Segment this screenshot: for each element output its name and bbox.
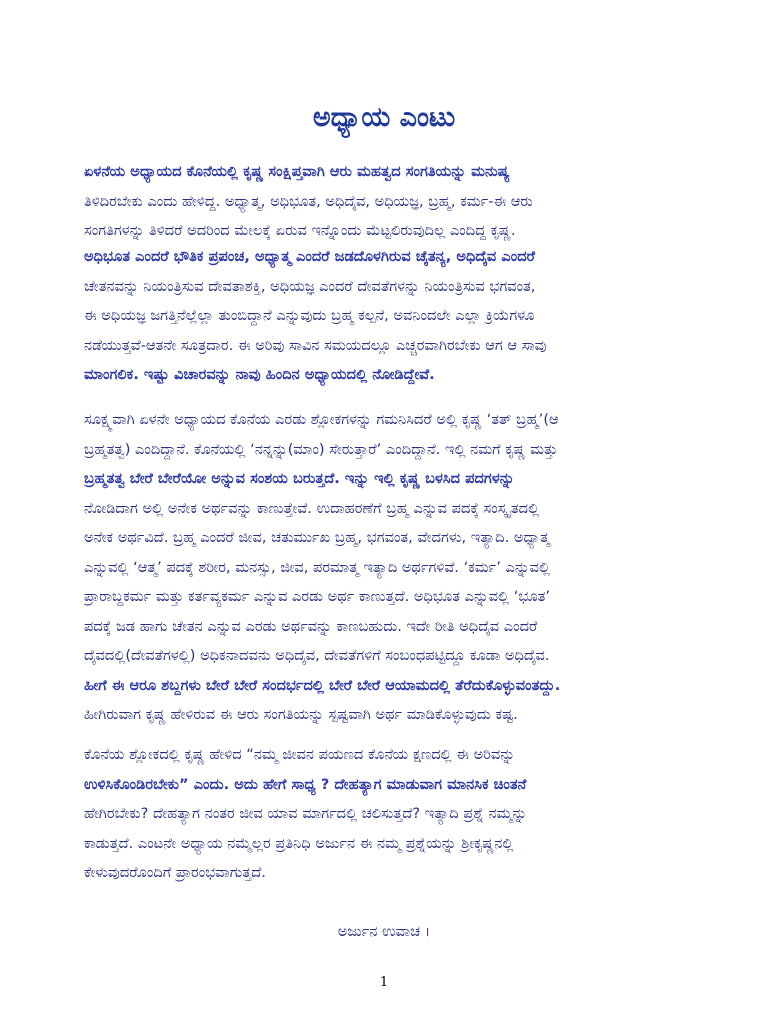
- verse-heading: ಅರ್ಜುನ ಉವಾಚ ।: [337, 923, 431, 940]
- text-line: ಉಳಿಸಿಕೊಂಡಿರಬೇಕು” ಎಂದು. ಅದು ಹೇಗೆ ಸಾಧ್ಯ ? ದೇಹತ್ಯಾಗ ಮಾಡುವಾಗ ಮಾನಸಿಕ ಚಿಂತನೆ: [84, 775, 527, 793]
- text-line: ಕಾಡುತ್ತದೆ. ಎಂಟನೇ ಅಧ್ಯಾಯ ನಮ್ಮೆಲ್ಲರ ಪ್ರತಿನಿಧಿ ಅರ್ಜುನ ಈ ನಮ್ಮ ಪ್ರಶ್ನೆಯನ್ನು ಶ್ರೀಕೃಷ್ಣನಲ್ಲಿ: [84, 834, 514, 852]
- text-line: ನಡೆಯುತ್ತವೆ-ಆತನೇ ಸೂತ್ರದಾರ. ಈ ಅರಿವು ಸಾವಿನ ಸಮಯದಲ್ಲೂ ಎಚ್ಚರವಾಗಿರಬೇಕು ಆಗ ಆ ಸಾವು: [84, 336, 547, 354]
- text-line: ತಿಳಿದಿರಬೇಕು ಎಂದು ಹೇಳಿದ್ದ. ಅಧ್ಯಾತ್ಮ, ಅಧಿಭೂತ, ಅಧಿದೈವ, ಅಧಿಯಜ್ಞ, ಬ್ರಹ್ಮ, ಕರ್ಮ-ಈ ಆರು: [84, 192, 533, 210]
- page-number: 1: [379, 975, 389, 990]
- text-line: ಈ ಅಧಿಯಜ್ಞ ಜಗತ್ತಿನೆಲ್ಲೆಲ್ಲಾ ತುಂಬಿದ್ದಾನೆ ಎನ್ನುವುದು ಬ್ರಹ್ಮ ಕಲ್ಪನೆ, ಅವನಿಂದಲೇ ಎಲ್ಲಾ ಕ್ರಿಯೆಗಳೂ: [84, 307, 535, 324]
- text-line: ಸೂಕ್ಷ್ಮವಾಗಿ ಏಳನೇ ಅಧ್ಯಾಯದ ಕೊನೆಯ ಎರಡು ಶ್ಲೋಕಗಳನ್ನು ಗಮನಿಸಿದರೆ ಅಲ್ಲಿ ಕೃಷ್ಣ ‘ತತ್ ಬ್ರಹ್ಮ’(ಆ: [84, 411, 559, 428]
- paragraph-2: [84, 242, 690, 390]
- text-line: ಮಾಂಗಲಿಕ. ಇಷ್ಟು ವಿಚಾರವನ್ನು ನಾವು ಹಿಂದಿನ ಅಧ್ಯಾಯದಲ್ಲಿ ನೋಡಿದ್ದೇವೆ.: [84, 366, 435, 383]
- text-line: ಪ್ರಾರಾಬ್ದಕರ್ಮ ಮತ್ತು ಕರ್ತವ್ಯಕರ್ಮ ಎನ್ನುವ ಎರಡು ಅರ್ಥ ಕಾಣುತ್ತದೆ. ಅಧಿಭೂತ ಎನ್ನುವಲ್ಲಿ ‘ಭೂತ’: [84, 588, 551, 605]
- text-line: ಚೇತನವನ್ನು ನಿಯಂತ್ರಿಸುವ ದೇವತಾಶಕ್ತಿ, ಅಧಿಯಜ್ಞ ಎಂದರೆ ದೇವತೆಗಳನ್ನು ನಿಯಂತ್ರಿಸುವ ಭಗವಂತ,: [84, 277, 536, 295]
- text-line: ಕೇಳುವುದರೊಂದಿಗೆ ಪ್ರಾರಂಭವಾಗುತ್ತದೆ.: [84, 864, 266, 881]
- text-line: ಬ್ರಹ್ಮತತ್ವ ಬೇರೆ ಬೇರೆಯೋ ಅನ್ನುವ ಸಂಶಯ ಬರುತ್ತದೆ. ಇನ್ನು ಇಲ್ಲಿ ಕೃಷ್ಣ ಬಳಸಿದ ಪದಗಳನ್ನು: [84, 470, 515, 487]
- text-line: ನೋಡಿದಾಗ ಅಲ್ಲಿ ಅನೇಕ ಅರ್ಥವನ್ನು ಕಾಣುತ್ತೇವೆ. ಉದಾಹರಣೆಗೆ ಬ್ರಹ್ಮ ಎನ್ನುವ ಪದಕ್ಕೆ ಸಂಸ್ಕೃತದಲ್ಲಿ: [84, 499, 540, 517]
- text-line: ಹೇಗಿರಬೇಕು? ದೇಹತ್ಯಾಗ ನಂತರ ಜೀವ ಯಾವ ಮಾರ್ಗದಲ್ಲಿ ಚಲಿಸುತ್ತದೆ? ಇತ್ಯಾದಿ ಪ್ರಶ್ನೆ ನಮ್ಮನ್ನು: [84, 805, 528, 822]
- text-line: ಏಳನೆಯ ಅಧ್ಯಾಯದ ಕೊನೆಯಲ್ಲಿ ಕೃಷ್ಣ ಸಂಕ್ಷಿಪ್ತವಾಗಿ ಆರು ಮಹತ್ವದ ಸಂಗತಿಯನ್ನು ಮನುಷ್ಯ: [84, 163, 510, 180]
- text-line: ದೈವದಲ್ಲಿ(ದೇವತೆಗಳಲ್ಲಿ) ಅಧಿಕನಾದವನು ಅಧಿದೈವ, ದೇವತೆಗಳಿಗೆ ಸಂಬಂಧಪಟ್ಟಿದ್ದೂ ಕೂಡಾ ಅಧಿದೈವ.: [84, 647, 550, 664]
- text-line: ಪದಕ್ಕೆ ಜಡ ಹಾಗು ಚೇತನ ಎನ್ನುವ ಎರಡು ಅರ್ಥವನ್ನು ಕಾಣಬಹುದು. ಇದೇ ರೀತಿ ಅಧಿದೈವ ಎಂದರೆ: [84, 617, 538, 635]
- text-line: ಸಂಗತಿಗಳನ್ನು ತಿಳಿದರೆ ಅದರಿಂದ ಮೇಲಕ್ಕೆ ಏರುವ ಇನ್ನೊಂದು ಮೆಟ್ಟಲಿರುವುದಿಲ್ಲ ಎಂದಿದ್ದ ಕೃಷ್ಣ.: [84, 222, 516, 239]
- paragraph-1: [84, 157, 690, 246]
- text-line: ಹೀಗೆ ಈ ಆರೂ ಶಬ್ದಗಳು ಬೇರೆ ಬೇರೆ ಸಂದರ್ಭದಲ್ಲಿ ಬೇರೆ ಬೇರೆ ಆಯಾಮದಲ್ಲಿ ತೆರೆದುಕೊಳ್ಳುವಂತದ್ದು.: [84, 676, 561, 694]
- text-line: ಹೀಗಿರುವಾಗ ಕೃಷ್ಣ ಹೇಳಿರುವ ಈ ಆರು ಸಂಗತಿಯನ್ನು ಸ್ಪಷ್ಟವಾಗಿ ಅರ್ಥ ಮಾಡಿಕೊಳ್ಳುವುದು ಕಷ್ಟ.: [84, 706, 518, 723]
- text-line: ಕೊನೆಯ ಶ್ಲೋಕದಲ್ಲಿ ಕೃಷ್ಣ ಹೇಳಿದ “ನಮ್ಮ ಜೀವನ ಪಯಣದ ಕೊನೆಯ ಕ್ಷಣದಲ್ಲಿ ಈ ಅರಿವನ್ನು: [84, 746, 516, 763]
- text-line: ಬ್ರಹ್ಮತತ್ವ) ಎಂದಿದ್ದಾನೆ. ಕೊನೆಯಲ್ಲಿ ‘ನನ್ನನ್ನು(ಮಾಂ) ಸೇರುತ್ತಾರೆ’ ಎಂದಿದ್ದಾನೆ. ಇಲ್ಲಿ ನಮಗೆ ಕೃಷ್ಣ ಮತ್ತು: [84, 440, 558, 458]
- text-line: ಎನ್ನುವಲ್ಲಿ ‘ಆತ್ಮ’ ಪದಕ್ಕೆ ಶರೀರ, ಮನಸ್ಸು, ಜೀವ, ಪರಮಾತ್ಮ ಇತ್ಯಾದಿ ಅರ್ಥಗಳಿವೆ. ‘ಕರ್ಮ’ ಎನ್ನುವಲ್ಲಿ: [84, 558, 551, 576]
- paragraph-3: [84, 405, 690, 730]
- chapter-title: ಅಧ್ಯಾಯ ಎಂಟು: [312, 102, 456, 133]
- text-line: ಅಧಿಭೂತ ಎಂದರೆ ಭೌತಿಕ ಪ್ರಪಂಚ, ಅಧ್ಯಾತ್ಮ ಎಂದರೆ ಜಡದೊಳಗಿರುವ ಚೈತನ್ಯ, ಅಧಿದೈವ ಎಂದರೆ: [84, 248, 535, 265]
- paragraph-4: [84, 740, 690, 888]
- text-line: ಅನೇಕ ಅರ್ಥವಿದೆ. ಬ್ರಹ್ಮ ಎಂದರೆ ಜೀವ, ಚತುರ್ಮುಖ ಬ್ರಹ್ಮ, ಭಗವಂತ, ವೇದಗಳು, ಇತ್ಯಾದಿ. ಅಧ್ಯಾತ್ಮ: [84, 529, 550, 546]
